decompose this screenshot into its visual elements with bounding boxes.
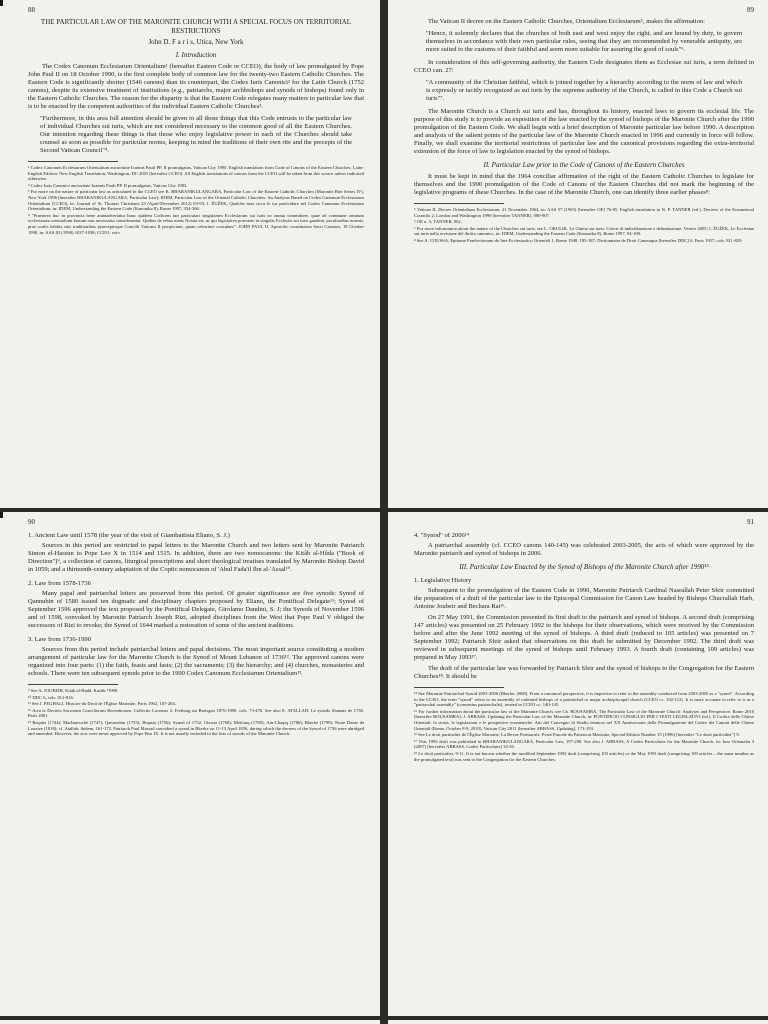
page-number: 88 [28,6,35,14]
paragraph: Sources in this period are restricted to papal letters to the Maronite Church and two letters sent by Maronite Patriarch Simon el-Hassun to Pope Leo X in 1514 and 1515. In addition, there are two nomocanons: the Kitâb al-Hûda ("Book of Direction")⁹, a collection of canons, liturgical prescriptions and short theological treatises translated by Maronite Bishop David in 1059; and a thirteenth-century adaptation of the Coptic nomocanon of 'Abul Fada'il Ibn al-'Assal¹⁰. [28,542,364,573]
page-93-partial [388,1020,768,1024]
footnote-rule [414,203,504,204]
section-heading: I. Introduction [175,51,217,59]
paragraph: The Vatican II decree on the Eastern Catholic Churches, Orientalium Ecclesiarum⁵, makes the affirmation: [428,18,705,25]
footnote: ¹¹ See J. PEGHALI, Histoire du Droit de l'Église Maronite, Paris 1962, 107-204. [28,701,176,707]
footnote: ¹² Acta et Decreta Sacrorum Conciliorum Recentiorum. Collectio Lacensis 2, Freiburg im Breisgau 1876-1890, cols. 73-476. See also E. ATALLAH, Le synode libanais de 1736, Paris 2001. [28,707,364,719]
paragraph: Sources from this period include patriarchal letters and papal decisions. The most important source constituting a modern arrangement of particular law for the Maronite Church is the Synod of Mount Lebanon of 1736¹². The approved canons were organized into four parts: (1) the faith, feasts and fasts; (2) the sacraments; (3) the hierarchy; and (4) churches, monasteries and schools. There were ten subsequent synods prior to the 1990 Codex Canonum Ecclesiarum Orientalium¹³. [28,646,364,677]
footnote: ⁸ See A. COUSSA, Epitome Praelectionum de Iure Ecclesiastico Orientali 1, Rome 1948, 185-187; Dictionnaire de Droit Canonique [hereafter DDC] 6, Paris 1957, cols. 811-829. [414,237,743,243]
section-heading: II. Particular Law prior to the Code of Canons of the Eastern Churches [483,161,685,169]
footnote: ¹ Codex Canonum Ecclesiarum Orientalium auctoritate Ioannis Pauli PP. II promulgatus, Vatican City 1990. English translation from Code of Canons of the Eastern Churches. Latin-English Edition: New English Translation, Washington, DC 2001 [hereafter CCEO]. All English translations of canons from the CCEO will be taken from this source unless indicated otherwise. [28,165,364,182]
footnote: ³ For more on the nature of particular law as articulated in the CCEO see K. BHARANIKULANGARA, Particular Law of the Eastern Catholic Churches (Maronite Rite Series IV), New York 1996 [hereafter BHARANIKULANGARA, Particular Law]; IDEM, Particular Law of the Oriental Catholic Churches: An Analysis Based on Codex Canonum Ecclesiarum Orientalium (CCEO), in: Journal of St. Thomas Christians 23 (April-December 2012) 83-93; I. ŽUŽEK, Qualche nota circa lo ius particulare nel Codex Canonum Ecclesiarum Orientalium, in: IDEM, Understanding the Eastern Code (Kanonika 8), Rome 1997, 354-366. [28,189,364,212]
subsection-heading: 1. Legislative History [414,577,472,584]
section-heading: III. Particular Law Enacted by the Synod of Bishops of the Maronite Church after 1990¹⁵ [459,563,709,571]
footnote-rule [28,161,118,162]
paragraph: Subsequent to the promulgation of the Eastern Code in 1990, Maronite Patriarch Cardinal Nasrallah Peter Sfeir committed the preparation of a draft of the particular law to the Episcopal Commission for Canon Law headed by Bishops Chucrallah Harb, Antoine Joubeir and Bechara Rai¹⁶. [414,587,754,610]
page-90 [0,512,380,1016]
footnote-rule [414,687,504,688]
page-88 [0,0,380,508]
page-92-partial [0,1020,380,1024]
footnote: ⁹ See A. JOUBEIR, Kitâb al-Hudâ, Kaslik ²1990. [28,688,119,693]
subsection-heading: 4. "Synod" of 2006¹⁴ [414,532,470,539]
subsection-heading: 1. Ancient Law until 1578 (the year of the visit of Giambattista Eliano, S. J.) [28,532,230,539]
page-89 [388,0,768,508]
footnote: ¹⁴ See Maronite Patriarchal Synod 2003-2006 (Bkerke, 2008). From a canonical perspective, it is imprecise to refer to the assembly conducted from 2003-2005 as a "synod". According to the CCEO, the term "synod" refers to an assembly of ordained bishops of a patriarchal or major archiepiscopal church (CCEO cc. 102-113). It is more accurate to refer to it as a "patriarchal assembly" (conventus patriarchalis), treated in CCEO cc. 140-145. [414,691,754,708]
paragraph: It must be kept in mind that the 1964 conciliar affirmation of the right of the Eastern Catholic Churches to legislate for themselves and the 1990 promulgation of the Code of Canons of the Eastern Churches did not mark the beginning of the legislative programs of these Churches. In the case of the Maronite Church, one can identify three earlier phases⁸: [414,173,754,196]
paragraph: On 27 May 1991, the Commission presented its first draft to the patriarch and synod of bishops. A second draft (comprising 147 articles) was presented on 25 February 1992 to the bishops for their observations, which were received by the Commission before and after the June 1992 meeting of the synod of bishops. A third draft (reduced to 105 articles) was presented on 7 September 1992; Patriarch Sfeir asked that observations on this draft be submitted by December 1992. The third draft was reviewed in subsequent meetings of the synod of bishops until February 1993. A fourth draft (containing 109 articles) was prepared in May 1993¹⁷. [414,614,754,661]
block-quote: "A community of the Christian faithful, which is joined together by a hierarchy according to the norm of law and which is expressly or tacitly recognized as sui iuris by the supreme authority of the Church, is called in this Code a Church sui iuris"⁷. [426,79,742,102]
paragraph: A patriarchal assembly (cf. CCEO canons 140-145) was celebrated 2003-2005, the acts of which were approved by the Maronite patriarch and synod of bishops in 2006. [414,542,754,557]
footnote-rule [28,684,118,685]
footnote: ¹⁶ See Le droit particulier de l'Église Maronite, La Revue Patriarcale. Poste Pascale du Patriarcat Maronite, Special Edition Number 15 (1996) [hereafter "Le droit particulier"] 9. [414,732,740,738]
footnote: ⁷ For more information about the nature of the Churches sui iuris, see L. OKULIK, Le Chiese sui iuris. Criteri di individuazione e delimitazione, Venice 2005; I. ŽUŽEK, Le Ecclesiae sui iuris nella revisione del diritto canonico, in: IDEM, Understanding the Eastern Code (Kanonika 8), Rome 1997, 94-109. [414,225,754,237]
binder-mark [0,0,3,6]
author-line: John D. F a r i s, Utica, New York [148,38,244,46]
page-number: 89 [747,6,754,14]
footnote: ¹⁰ DDC 6, cols. 812-816. [28,694,74,700]
binder-mark [0,512,3,518]
subsection-heading: 3. Law from 1736-1990 [28,636,91,643]
footnote: ⁶ OE n. 5; TANNER, 902. [414,219,462,225]
footnote: ² Codex Iuris Canonici auctoritate Ioannis Pauli PP. II promulgatus, Vatican City 1983. [28,182,188,188]
article-title: THE PARTICULAR LAW OF THE MARONITE CHURCH WITH A SPECIAL FOCUS ON TERRITORIAL RESTRICTIONS [40,18,352,35]
footnote: ¹⁷ This 1993 draft was published in BHARANIKULANGARA, Particular Law, 197-208. See also J. ABBASS, A Codex Particularis for the Maronite Church, in: Iura Orientalia 3 (2007) [hereafter ABBASS, Codex Particularis] 14-36. [414,738,754,750]
block-quote: "Hence, it solemnly declares that the churches of both east and west enjoy the right, and are bound by duty, to govern themselves in accordance with their own particular rules, seeing that they are recommended by venerable antiquity, are more suited to the customs of their faithful and seem more suitable for assuring the good of souls"⁶. [426,30,742,53]
paragraph: In consideration of this self-governing authority, the Eastern Code designates them as Ecclesiae sui iuris, a term defined in CCEO can. 27: [414,59,754,74]
subsection-heading: 2. Law from 1578-1736 [28,580,91,587]
paragraph: The Maronite Church is a Church sui iuris and has, throughout its history, enacted laws to govern its ecclesial life. The purpose of this study is to provide an exposition of the law enacted by the synod of bishops of the Maronite Church after the 1990 promulgation of the Eastern Code. We shall begin with a brief description of Maronite particular law before 1990. A description and analysis of the salient points of the particular law of the Maronite Church enacted in 1996 and currently in force will follow. Finally, we shall examine the territorial restrictions of particular law and the canonical provisions regarding the extra-territorial extension of the force of law to legislation enacted by the synod of bishops. [414,108,754,155]
footnote: ¹⁸ Le droit particulier, 9-11. It is not known whether the modified September 1992 draft (comprising 105 articles) or the May 1993 draft (comprising 109 articles – the same number as the promulgated text) was sent to the Congregation for the Eastern Churches. [414,750,754,762]
footnote: ¹³ Bsqatta (1744); Machmouché (1747); Qannoubin (1755); Bsqatta (1756); Synod of 1752; Ghosta (1768); Meifouq (1780); Ain-Chaqiq (1786); Bkerke (1790); Notre Dame de Louaize (1818); cf. Atallah, ibidem, 161-172. Patriarch Paul Massad convoked a synod in Bkerke on 11-13 April 1856, during which the decrees of the Synod of 1736 were abridged and amended. However, the acts were never approved by Pope Pius IX. It is not usually included in the lists of synods of the Maronite Church. [28,719,364,737]
footnote: ⁴ "Praeterea huc in provincia bene animadvertatur hunc quidem Codicem iuri particulari singularum Ecclesiarum sui iuris ea omnia committere, quae ad commune omnium ecclesiarum orientalium bonum non necessaria considerantur. Quibus de rebus mens Nostra est, ut qui legislativa potestate in singulis Ecclesiis sui iuris gaudent, peculiaribus normis, prae oculis habitis suis traditionibus praeceptisque Concilii Vaticani II prospiciant, quam celerrime consulant": JOHN PAUL II, Apostolic constitution Sacri Canones, 18 October 1990, in: AAS 82 (1990) 1037-1038; CCEO, xxiv. [28,212,364,235]
footnote: ⁵ Vatican II, Decree Orientalium Ecclesiarum, 21 November 1964, in: AAS 57 (1965) [hereafter OE] 76-85. English translation in N. P. TANNER (ed.), Decrees of the Ecumenical Councils 2, London and Washington 1990 [hereafter TANNER], 900-907. [414,207,754,218]
page-number: 90 [28,518,35,526]
page-number: 91 [747,518,754,526]
page-91 [388,512,768,1016]
paragraph: The draft of the particular law was forwarded by Patriarch Sfeir and the synod of bishops to the Congregation for the Eastern Churches¹⁸. It should be [414,665,754,680]
block-quote: "Furthermore, in this area full attention should be given to all those things that this Code entrusts to the particular law of individual Churches sui iuris, which are not considered necessary to the common good of all the Eastern Churches. Our intention regarding these things is that those who enjoy legislative power in each of the Churches should take counsel as soon as possible for particular norms, keeping in mind the traditions of their own rite and the precepts of the Second Vatican Council"⁴. [40,115,352,154]
paragraph: Many papal and patriarchal letters are preserved from this period. Of greater significance are five synods: Synod of Qannubin of 1580 issued ten dogmatic and disciplinary chapters proposed by Eliano, the Pontifical Delegate¹¹; Synod of September 1596 approved the text proposed by the Pontifical Delegate, Girolamo Dandini, S. J; the Synods of November 1596 and of 1598, convoked by Maronite Patriarch Joseph Rizi, adopted disciplines from the West that Pope Paul V obliged the successors of Rizi to revoke; the Synod of 1644 marked a restoration of some of the ancient traditions. [28,590,364,629]
paragraph: The Codex Canonum Ecclesiarum Orientalium¹ (hereafter Eastern Code or CCEO), the body of law promulgated by Pope John Paul II on 18 October 1990, is the first complete body of common law for the twenty-two Eastern Catholic Churches. The Eastern Code is significantly shorter (1546 canons) than its counterpart, the Codex Iuris Canonici² for the Latin Church (1752 canons), despite its extensive treatment of institutions (e.g., patriarchs, major archbishops and synods of bishops) found only in the Eastern Catholic Churches. The reason for the disparity is that the Eastern Code relegates many matters to particular law that is to be enacted by the competent authorities of the individual Eastern Catholic Churches³. [28,63,364,110]
footnote: ¹⁵ For further information about the particular law of the Maronite Church, see Ch. BOUSAMRA, The Particular Law of the Maronite Church: Analyses and Perspective, Rome 2010 [hereafter BOUSAMRA]; J. ABBASS, Updating the Particular Law of the Maronite Church, in: PONTIFICIO CONSIGLIO PER I TESTI LEGISLATIVI (ed.), Il Codice delle Chiese Orientali: la storia, le legislazioni e le prospettive ecumeniche. Atti del Convegno di Studio tenutosi nel XX Anniversario della Promulgazione del Codex dei Canoni delle Chiese Orientali (Rome, October 8-9, 2010), Vatican City 2011 [hereafter ABBASS, Updating], 173-193. [414,708,754,731]
